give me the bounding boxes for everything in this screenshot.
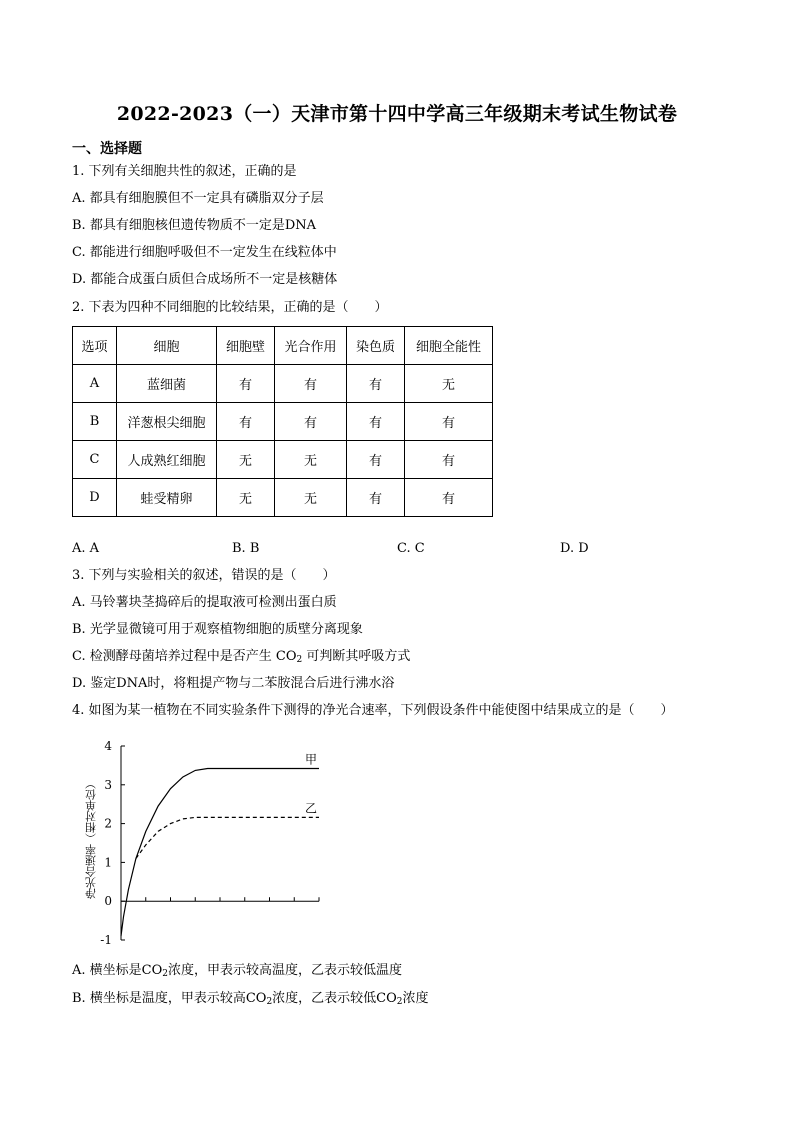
table-cell: 无 (405, 365, 493, 403)
y-axis-label: 净光合速率（相对单位） (85, 778, 98, 900)
question-4-option-b (72, 990, 429, 1011)
question-2-option-b: B. B (232, 541, 260, 556)
table-header-cell: 光合作用 (275, 327, 347, 365)
table-cell: 有 (405, 441, 493, 479)
question-1-stem: 1. 下列有关细胞共性的叙述，正确的是 (72, 164, 297, 179)
table-cell: 有 (405, 403, 493, 441)
table-row (73, 365, 493, 403)
section-heading: 一、选择题 (72, 141, 142, 157)
table-row (73, 441, 493, 479)
page-title: 2022-2023（一）天津市第十四中学高三年级期末考试生物试卷 (116, 103, 678, 125)
question-2-stem: 2. 下表为四种不同细胞的比较结果，正确的是（ ） (72, 300, 388, 315)
question-1-option-d: D. 都能合成蛋白质但合成场所不一定是核糖体 (72, 272, 338, 287)
question-1-option-c: C. 都能进行细胞呼吸但不一定发生在线粒体中 (72, 245, 337, 260)
table-cell: 人成熟红细胞 (117, 441, 217, 479)
table-cell: 有 (347, 365, 405, 403)
table-header-cell: 细胞全能性 (405, 327, 493, 365)
question-2-option-c: C. C (397, 541, 425, 556)
table-cell: 无 (275, 441, 347, 479)
table-cell: 有 (347, 479, 405, 517)
table-cell: 无 (217, 441, 275, 479)
text-run: C. 检测酵母菌培养过程中是否产生 CO (72, 649, 297, 664)
table-row (73, 403, 493, 441)
text-run: A. 横坐标是CO (72, 963, 163, 978)
subscript: 2 (266, 997, 273, 1007)
table-cell: 有 (275, 365, 347, 403)
table-cell: A (73, 365, 117, 403)
comparison-table (72, 326, 493, 517)
y-tick-label: 1 (104, 855, 112, 870)
table-cell: 洋葱根尖细胞 (117, 403, 217, 441)
series-line-1 (121, 769, 319, 937)
table-cell: 无 (275, 479, 347, 517)
table-header-cell: 染色质 (347, 327, 405, 365)
y-tick-label: 3 (104, 777, 112, 792)
text-run: B. 横坐标是温度，甲表示较高CO (72, 991, 267, 1006)
table-cell: 蛙受精卵 (117, 479, 217, 517)
table-cell: C (73, 441, 117, 479)
series-label-1: 甲 (305, 752, 318, 767)
y-tick-label: 0 (104, 894, 112, 909)
subscript: 2 (296, 655, 303, 665)
table-cell: D (73, 479, 117, 517)
net-photosynthesis-chart (85, 737, 335, 949)
text-run: 浓度 (402, 991, 429, 1006)
table-cell: 有 (217, 403, 275, 441)
table-cell: 有 (347, 441, 405, 479)
question-3-option-c (72, 648, 410, 669)
text-run: 可判断其呼吸方式 (302, 649, 411, 664)
question-2-option-a: A. A (72, 541, 100, 556)
text-run: 浓度，甲表示较高温度，乙表示较低温度 (168, 963, 403, 978)
series-line-2 (136, 817, 319, 858)
question-3-stem: 3. 下列与实验相关的叙述，错误的是（ ） (72, 568, 336, 583)
table-cell: 有 (275, 403, 347, 441)
table-row (73, 479, 493, 517)
question-4-option-a (72, 962, 402, 983)
table-cell: 有 (347, 403, 405, 441)
question-3-option-d: D. 鉴定DNA时，将粗提产物与二苯胺混合后进行沸水浴 (72, 676, 395, 691)
subscript: 2 (396, 997, 403, 1007)
question-1-option-b: B. 都具有细胞核但遗传物质不一定是DNA (72, 218, 317, 233)
question-2-option-d: D. D (560, 541, 589, 556)
table-cell: 蓝细菌 (117, 365, 217, 403)
table-cell: 有 (405, 479, 493, 517)
y-tick-label: 4 (104, 739, 112, 753)
question-3-option-a: A. 马铃薯块茎捣碎后的提取液可检测出蛋白质 (72, 595, 337, 610)
table-cell: B (73, 403, 117, 441)
text-run: 浓度，乙表示较低CO (272, 991, 397, 1006)
question-4-stem: 4. 如图为某一植物在不同实验条件下测得的净光合速率，下列假设条件中能使图中结果成立的是（ ） (72, 703, 674, 718)
table-header-cell: 选项 (73, 327, 117, 365)
question-1-option-a: A. 都具有细胞膜但不一定具有磷脂双分子层 (72, 191, 324, 206)
table-header-cell: 细胞 (117, 327, 217, 365)
y-tick-label: -1 (100, 933, 112, 947)
table-cell: 有 (217, 365, 275, 403)
y-tick-label: 2 (104, 816, 112, 831)
table-header-row (73, 327, 493, 365)
question-3-option-b: B. 光学显微镜可用于观察植物细胞的质壁分离现象 (72, 622, 363, 637)
subscript: 2 (162, 969, 168, 979)
table-header-cell: 细胞壁 (217, 327, 275, 365)
series-label-2: 乙 (305, 801, 318, 816)
table-cell: 无 (217, 479, 275, 517)
